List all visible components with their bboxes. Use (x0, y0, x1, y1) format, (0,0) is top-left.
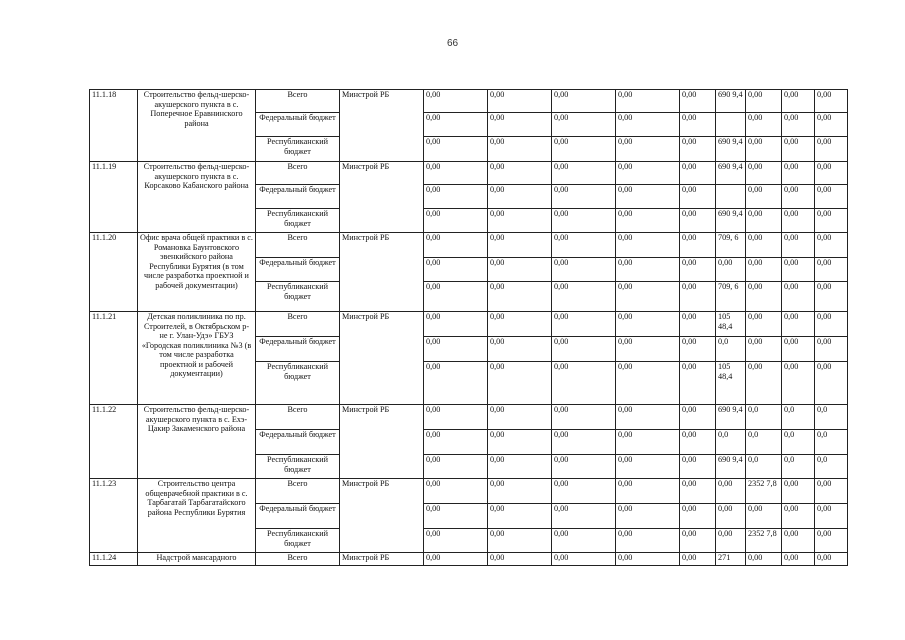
funding-source: Республиканский бюджет (256, 455, 340, 479)
funding-source: Федеральный бюджет (256, 113, 340, 137)
budget-table (89, 89, 848, 566)
row-executor: Минстрой РБ (340, 233, 424, 312)
value-cell: 0,00 (680, 90, 716, 113)
value-cell: 0,00 (746, 362, 782, 405)
funding-source: Всего (256, 479, 340, 504)
value-cell: 0,00 (424, 455, 488, 479)
table-row (90, 162, 848, 185)
value-cell: 0,00 (680, 137, 716, 162)
value-cell: 0,00 (815, 529, 848, 553)
value-cell: 0,00 (815, 479, 848, 504)
value-cell: 0,0 (815, 405, 848, 430)
value-cell: 0,00 (782, 162, 815, 185)
value-cell: 0,00 (746, 258, 782, 282)
value-cell: 0,00 (680, 553, 716, 566)
value-cell: 0,00 (680, 529, 716, 553)
value-cell: 0,00 (552, 430, 616, 455)
value-cell: 0,00 (424, 233, 488, 258)
value-cell: 0,00 (488, 405, 552, 430)
value-cell: 0,00 (782, 137, 815, 162)
value-cell: 0,00 (782, 113, 815, 137)
value-cell: 0,00 (424, 405, 488, 430)
value-cell: 2352 7,8 (746, 529, 782, 553)
value-cell: 0,00 (782, 529, 815, 553)
value-cell: 0,00 (552, 362, 616, 405)
value-cell: 0,00 (716, 479, 746, 504)
row-code: 11.1.21 (90, 312, 138, 405)
value-cell: 0,00 (680, 362, 716, 405)
value-cell: 0,00 (488, 504, 552, 529)
value-cell: 0,00 (746, 113, 782, 137)
row-name: Строительство центра общеврачебной практики в с. Тарбагатай Тарбагатайского района Республики Бурятия (138, 479, 256, 553)
value-cell: 0,00 (616, 430, 680, 455)
value-cell: 0,00 (616, 113, 680, 137)
value-cell: 0,00 (488, 162, 552, 185)
value-cell: 105 48,4 (716, 362, 746, 405)
value-cell: 0,00 (782, 337, 815, 362)
value-cell: 0,00 (424, 479, 488, 504)
value-cell: 0,0 (782, 430, 815, 455)
value-cell: 0,00 (552, 90, 616, 113)
funding-source: Республиканский бюджет (256, 282, 340, 312)
row-name: Детская поликлиника по пр. Строителей, в Октябрьском р-не г. Улан-Удэ» ГБУЗ «Городская поликлиника №3 (в том числе разработка проектной и рабочей документации) (138, 312, 256, 405)
value-cell: 0,00 (716, 529, 746, 553)
value-cell: 0,00 (680, 209, 716, 233)
value-cell: 0,00 (552, 282, 616, 312)
funding-source: Федеральный бюджет (256, 185, 340, 209)
row-executor: Минстрой РБ (340, 90, 424, 162)
funding-source: Всего (256, 233, 340, 258)
funding-source: Республиканский бюджет (256, 529, 340, 553)
value-cell: 0,00 (680, 312, 716, 337)
value-cell: 0,0 (815, 455, 848, 479)
table-row (90, 553, 848, 566)
value-cell: 0,00 (746, 162, 782, 185)
funding-source: Республиканский бюджет (256, 137, 340, 162)
value-cell: 0,00 (680, 282, 716, 312)
value-cell: 0,00 (680, 162, 716, 185)
row-name: Надстрой мансардного (138, 553, 256, 566)
value-cell: 0,00 (552, 337, 616, 362)
value-cell: 0,00 (424, 504, 488, 529)
value-cell: 2352 7,8 (746, 479, 782, 504)
value-cell: 105 48,4 (716, 312, 746, 337)
value-cell: 0,00 (488, 233, 552, 258)
value-cell (716, 113, 746, 137)
value-cell: 0,00 (782, 553, 815, 566)
value-cell: 0,00 (616, 479, 680, 504)
row-code: 11.1.22 (90, 405, 138, 479)
value-cell: 0,00 (746, 553, 782, 566)
value-cell: 0,00 (424, 529, 488, 553)
value-cell: 0,00 (680, 455, 716, 479)
value-cell: 0,00 (552, 258, 616, 282)
value-cell: 0,00 (680, 337, 716, 362)
value-cell: 0,00 (616, 162, 680, 185)
value-cell: 0,0 (716, 430, 746, 455)
funding-source: Всего (256, 405, 340, 430)
value-cell: 0,00 (680, 258, 716, 282)
value-cell: 0,00 (488, 137, 552, 162)
value-cell: 0,00 (552, 405, 616, 430)
value-cell: 0,00 (782, 362, 815, 405)
value-cell: 0,00 (552, 455, 616, 479)
value-cell: 0,0 (716, 337, 746, 362)
value-cell: 0,00 (680, 185, 716, 209)
value-cell: 0,0 (782, 405, 815, 430)
value-cell: 709, 6 (716, 233, 746, 258)
value-cell: 709, 6 (716, 282, 746, 312)
value-cell: 690 9,4 (716, 90, 746, 113)
value-cell: 0,00 (746, 312, 782, 337)
value-cell: 0,00 (488, 529, 552, 553)
value-cell: 0,00 (782, 312, 815, 337)
value-cell: 0,00 (782, 90, 815, 113)
value-cell: 0,00 (815, 362, 848, 405)
table-row (90, 312, 848, 337)
value-cell: 0,00 (782, 258, 815, 282)
funding-source: Федеральный бюджет (256, 430, 340, 455)
table-row (90, 405, 848, 430)
funding-source: Федеральный бюджет (256, 258, 340, 282)
row-executor: Минстрой РБ (340, 479, 424, 553)
value-cell: 0,00 (746, 137, 782, 162)
value-cell: 0,00 (680, 504, 716, 529)
funding-source: Всего (256, 312, 340, 337)
row-name: Строительство фельд-шерско-акушерского пункта в с. Ехэ-Цакир Закаменского района (138, 405, 256, 479)
value-cell: 0,00 (782, 504, 815, 529)
value-cell: 0,00 (424, 553, 488, 566)
value-cell: 0,00 (815, 90, 848, 113)
value-cell: 0,00 (616, 233, 680, 258)
value-cell: 0,00 (616, 312, 680, 337)
funding-source: Всего (256, 90, 340, 113)
value-cell: 0,00 (680, 479, 716, 504)
value-cell: 0,00 (680, 405, 716, 430)
value-cell: 0,00 (488, 90, 552, 113)
funding-source: Федеральный бюджет (256, 337, 340, 362)
value-cell: 690 9,4 (716, 162, 746, 185)
value-cell: 0,00 (552, 137, 616, 162)
value-cell: 0,00 (552, 553, 616, 566)
value-cell: 0,00 (815, 553, 848, 566)
value-cell: 0,00 (424, 258, 488, 282)
value-cell: 0,00 (616, 529, 680, 553)
value-cell: 0,00 (746, 282, 782, 312)
value-cell: 0,00 (616, 185, 680, 209)
value-cell: 0,00 (616, 337, 680, 362)
value-cell: 0,00 (782, 479, 815, 504)
value-cell: 0,00 (488, 312, 552, 337)
value-cell: 0,00 (488, 479, 552, 504)
value-cell: 0,00 (424, 362, 488, 405)
row-name: Строительство фельд-шерско-акушерского пункта в с. Поперечное Еравнинского района (138, 90, 256, 162)
value-cell: 0,00 (488, 553, 552, 566)
value-cell: 0,00 (424, 337, 488, 362)
value-cell: 0,00 (815, 337, 848, 362)
row-executor: Минстрой РБ (340, 162, 424, 233)
value-cell: 0,00 (782, 233, 815, 258)
value-cell: 0,00 (616, 362, 680, 405)
value-cell: 0,00 (616, 553, 680, 566)
funding-source: Всего (256, 162, 340, 185)
value-cell: 0,00 (424, 209, 488, 233)
funding-source: Республиканский бюджет (256, 209, 340, 233)
funding-source: Всего (256, 553, 340, 566)
row-name: Офис врача общей практики в с. Романовка Баунтовского эвенкийского района Республики Бурятия (в том числе разработка проектной и рабочей документации) (138, 233, 256, 312)
value-cell: 0,00 (815, 185, 848, 209)
value-cell: 0,00 (746, 209, 782, 233)
table-row (90, 233, 848, 258)
row-executor: Минстрой РБ (340, 405, 424, 479)
value-cell: 0,00 (424, 282, 488, 312)
value-cell: 0,00 (746, 90, 782, 113)
value-cell: 690 9,4 (716, 137, 746, 162)
value-cell: 0,00 (746, 185, 782, 209)
value-cell: 0,0 (782, 455, 815, 479)
value-cell: 0,00 (488, 455, 552, 479)
table-row (90, 90, 848, 113)
value-cell: 0,00 (815, 312, 848, 337)
row-name: Строительство фельд-шерско-акушерского пункта в с. Корсаково Кабанского района (138, 162, 256, 233)
value-cell: 0,00 (782, 185, 815, 209)
value-cell: 0,00 (424, 113, 488, 137)
value-cell: 690 9,4 (716, 209, 746, 233)
value-cell: 0,00 (488, 337, 552, 362)
value-cell: 0,00 (680, 233, 716, 258)
value-cell: 0,00 (680, 113, 716, 137)
value-cell: 0,00 (488, 258, 552, 282)
value-cell: 0,00 (680, 430, 716, 455)
value-cell: 0,00 (616, 282, 680, 312)
row-code: 11.1.24 (90, 553, 138, 566)
value-cell: 0,00 (616, 137, 680, 162)
value-cell: 0,00 (815, 504, 848, 529)
value-cell: 0,00 (424, 185, 488, 209)
value-cell: 0,00 (488, 430, 552, 455)
value-cell: 271 (716, 553, 746, 566)
value-cell: 0,00 (424, 162, 488, 185)
row-code: 11.1.18 (90, 90, 138, 162)
value-cell: 0,0 (746, 430, 782, 455)
value-cell: 0,00 (815, 162, 848, 185)
value-cell: 0,00 (488, 362, 552, 405)
value-cell: 0,0 (746, 455, 782, 479)
value-cell: 0,00 (552, 233, 616, 258)
value-cell: 0,00 (424, 137, 488, 162)
value-cell: 0,00 (552, 312, 616, 337)
value-cell: 0,00 (488, 209, 552, 233)
table-body (90, 90, 848, 566)
value-cell: 0,00 (552, 504, 616, 529)
value-cell: 0,00 (815, 209, 848, 233)
value-cell: 0,00 (552, 162, 616, 185)
value-cell: 0,00 (424, 312, 488, 337)
value-cell: 0,00 (782, 282, 815, 312)
value-cell: 0,00 (552, 529, 616, 553)
value-cell: 0,00 (616, 504, 680, 529)
value-cell: 0,00 (815, 282, 848, 312)
value-cell: 0,00 (746, 337, 782, 362)
funding-source: Республиканский бюджет (256, 362, 340, 405)
value-cell: 0,00 (552, 479, 616, 504)
value-cell: 0,00 (716, 258, 746, 282)
value-cell: 0,00 (746, 504, 782, 529)
value-cell: 0,00 (815, 258, 848, 282)
value-cell: 0,00 (488, 113, 552, 137)
value-cell: 0,00 (616, 258, 680, 282)
value-cell: 0,00 (552, 209, 616, 233)
value-cell: 0,0 (746, 405, 782, 430)
funding-source: Федеральный бюджет (256, 504, 340, 529)
value-cell: 0,00 (616, 405, 680, 430)
row-code: 11.1.19 (90, 162, 138, 233)
value-cell: 0,00 (616, 455, 680, 479)
row-executor: Минстрой РБ (340, 312, 424, 405)
value-cell: 0,00 (488, 185, 552, 209)
value-cell (716, 185, 746, 209)
value-cell: 0,00 (815, 137, 848, 162)
row-executor: Минстрой РБ (340, 553, 424, 566)
value-cell: 0,0 (815, 430, 848, 455)
page-number: 66 (446, 38, 459, 49)
row-code: 11.1.20 (90, 233, 138, 312)
value-cell: 0,00 (716, 504, 746, 529)
row-code: 11.1.23 (90, 479, 138, 553)
value-cell: 0,00 (424, 430, 488, 455)
value-cell: 0,00 (424, 90, 488, 113)
value-cell: 0,00 (552, 185, 616, 209)
value-cell: 0,00 (746, 233, 782, 258)
value-cell: 0,00 (815, 113, 848, 137)
value-cell: 0,00 (782, 209, 815, 233)
value-cell: 0,00 (815, 233, 848, 258)
value-cell: 0,00 (488, 282, 552, 312)
value-cell: 690 9,4 (716, 455, 746, 479)
value-cell: 0,00 (552, 113, 616, 137)
value-cell: 0,00 (616, 209, 680, 233)
table-row (90, 479, 848, 504)
value-cell: 690 9,4 (716, 405, 746, 430)
value-cell: 0,00 (616, 90, 680, 113)
